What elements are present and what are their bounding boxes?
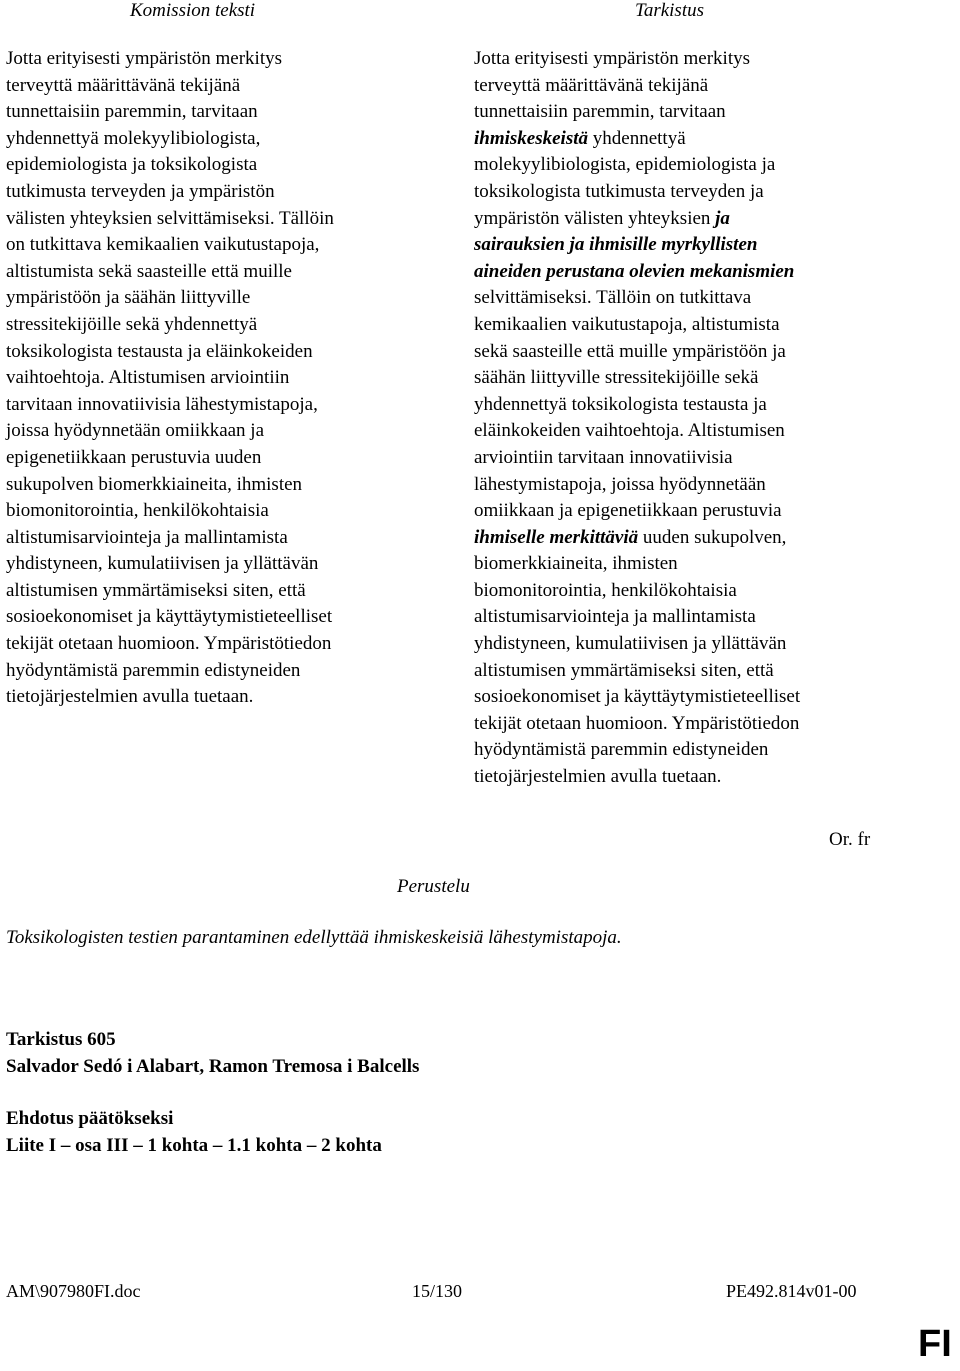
inserted-text: sairauksien ja ihmisille myrkyllisten bbox=[474, 234, 758, 256]
commission-text-line: hyödyntämistä paremmin edistyneiden bbox=[6, 659, 301, 681]
text-segment: eläinkokeiden vaihtoehtoja. Altistumisen bbox=[474, 420, 785, 442]
commission-text-line: yhdistyneen, kumulatiivisen ja yllättävän bbox=[6, 553, 319, 575]
text-segment: lähestymistapoja, joissa hyödynnetään bbox=[474, 473, 766, 495]
text-segment: arviointiin tarvitaan innovatiivisia bbox=[474, 446, 733, 468]
inserted-text: ihmiselle merkittäviä bbox=[474, 526, 639, 548]
text-segment: omiikkaan ja epigenetiikkaan perustuvia bbox=[474, 500, 782, 522]
commission-text-line: altistumista sekä saasteille että muille bbox=[6, 260, 292, 282]
commission-text-line: stressitekijöille sekä yhdennettyä bbox=[6, 313, 258, 335]
commission-text-line: ympäristöön ja säähän liittyville bbox=[6, 287, 251, 309]
amendment-text-line bbox=[474, 339, 914, 366]
amendment-text-line bbox=[474, 578, 914, 605]
commission-text-line: epidemiologista ja toksikologista bbox=[6, 154, 258, 176]
commission-text-line: on tutkittava kemikaalien vaikutustapoja, bbox=[6, 234, 320, 256]
text-segment: uuden sukupolven, bbox=[638, 526, 787, 548]
amendment-text-line bbox=[474, 206, 914, 233]
commission-text-line: altistumisen ymmärtämiseksi siten, että bbox=[6, 579, 306, 601]
amendment-text-line bbox=[474, 232, 914, 259]
amendment-text-line bbox=[474, 152, 914, 179]
amendment-text-line bbox=[474, 525, 914, 552]
commission-text-line: altistumisarviointeja ja mallintamista bbox=[6, 526, 288, 548]
amendment-text-line bbox=[474, 46, 914, 73]
text-segment: altistumisen ymmärtämiseksi siten, että bbox=[474, 659, 774, 681]
commission-text-line: tietojärjestelmien avulla tuetaan. bbox=[6, 686, 254, 708]
text-segment: tietojärjestelmien avulla tuetaan. bbox=[474, 766, 722, 788]
amendment-text-line bbox=[474, 631, 914, 658]
amendment-text-line bbox=[474, 179, 914, 206]
text-segment: hyödyntämistä paremmin edistyneiden bbox=[474, 739, 769, 761]
text-segment: säähän liittyville stressitekijöille sekä bbox=[474, 367, 759, 389]
amendment-number: Tarkistus 605 bbox=[6, 1029, 116, 1050]
commission-text-line: joissa hyödynnetään omiikkaan ja bbox=[6, 420, 265, 442]
commission-text-line: tunnettaisiin paremmin, tarvitaan bbox=[6, 101, 258, 123]
amendment-text-line bbox=[474, 658, 914, 685]
text-segment: Jotta erityisesti ympäristön merkitys bbox=[474, 48, 750, 69]
commission-text-line: biomonitorointia, henkilökohtaisia bbox=[6, 500, 269, 522]
amendment-authors: Salvador Sedó i Alabart, Ramon Tremosa i Balcells bbox=[6, 1055, 420, 1077]
text-segment: tunnettaisiin paremmin, tarvitaan bbox=[474, 101, 726, 123]
left-column-heading: Komission teksti bbox=[130, 0, 256, 21]
text-segment: tekijät otetaan huomioon. Ympäristötiedon bbox=[474, 712, 800, 734]
text-segment: molekyylibiologista, epidemiologista ja bbox=[474, 154, 776, 176]
amendment-text-line bbox=[474, 551, 914, 578]
amendment-header bbox=[6, 1027, 419, 1080]
inserted-text: aineiden perustana olevien mekanismien bbox=[474, 260, 795, 282]
amendment-text-line bbox=[474, 764, 914, 791]
amendment-text-line bbox=[474, 392, 914, 419]
amendment-text-line bbox=[474, 126, 914, 153]
text-segment: ympäristön välisten yhteyksien bbox=[474, 207, 716, 229]
right-column-heading: Tarkistus bbox=[635, 0, 704, 21]
amendment-text-line bbox=[474, 285, 914, 312]
amendment-text-line bbox=[474, 312, 914, 339]
commission-text-line: tutkimusta terveyden ja ympäristön bbox=[6, 180, 275, 202]
text-segment: toksikologista tutkimusta terveyden ja bbox=[474, 180, 764, 202]
text-segment: yhdennettyä toksikologista testausta ja bbox=[474, 393, 767, 415]
amendment-text-line bbox=[474, 472, 914, 499]
amendment-text-line bbox=[474, 418, 914, 445]
text-segment: kemikaalien vaikutustapoja, altistumista bbox=[474, 313, 780, 335]
amendment-text bbox=[474, 46, 914, 791]
amendment-text-line bbox=[474, 604, 914, 631]
commission-text-line: sukupolven biomerkkiaineita, ihmisten bbox=[6, 473, 303, 495]
inserted-text: ihmiskeskeistä bbox=[474, 127, 589, 149]
commission-text-line: Jotta erityisesti ympäristön merkitys bbox=[6, 48, 282, 69]
proposal-title: Ehdotus päätökseksi bbox=[6, 1108, 174, 1129]
amendment-text-line bbox=[474, 99, 914, 126]
justification-heading: Perustelu bbox=[397, 876, 470, 897]
commission-text-line: tarvitaan innovatiivisia lähestymistapoja, bbox=[6, 393, 318, 415]
text-segment: sosioekonomiset ja käyttäytymistieteelliset bbox=[474, 686, 801, 708]
amendment-text-line bbox=[474, 445, 914, 472]
commission-text-line: yhdennettyä molekyylibiologista, bbox=[6, 127, 261, 149]
amendment-text-line bbox=[474, 365, 914, 392]
text-segment: biomerkkiaineita, ihmisten bbox=[474, 553, 678, 575]
language-code: FI bbox=[918, 1323, 952, 1365]
text-segment: altistumisarviointeja ja mallintamista bbox=[474, 606, 756, 628]
commission-text-line: toksikologista testausta ja eläinkokeiden bbox=[6, 340, 313, 362]
commission-text-line: välisten yhteyksien selvittämiseksi. Tällöin bbox=[6, 207, 334, 229]
commission-text bbox=[6, 46, 446, 711]
amendment-text-line bbox=[474, 711, 914, 738]
justification-text: Toksikologisten testien parantaminen edellyttää ihmiskeskeisiä lähestymistapoja. bbox=[6, 927, 622, 948]
commission-text-line: tekijät otetaan huomioon. Ympäristötiedon bbox=[6, 633, 332, 655]
amendment-text-line bbox=[474, 73, 914, 100]
commission-text-line: terveyttä määrittävänä tekijänä bbox=[6, 74, 241, 96]
text-segment: terveyttä määrittävänä tekijänä bbox=[474, 74, 709, 96]
proposal-header bbox=[6, 1106, 382, 1159]
footer-pe-reference: PE492.814v01-00 bbox=[726, 1281, 857, 1301]
original-language-note: Or. fr bbox=[829, 829, 871, 850]
amendment-text-line bbox=[474, 498, 914, 525]
text-segment: yhdistyneen, kumulatiivisen ja yllättävän bbox=[474, 633, 787, 655]
commission-text-line: epigenetiikkaan perustuvia uuden bbox=[6, 446, 262, 468]
text-segment: biomonitorointia, henkilökohtaisia bbox=[474, 579, 737, 601]
inserted-text: ja bbox=[715, 207, 730, 229]
footer-page-number: 15/130 bbox=[412, 1281, 463, 1301]
proposal-reference: Liite I – osa III – 1 kohta – 1.1 kohta – 2 kohta bbox=[6, 1134, 382, 1156]
amendment-text-line bbox=[474, 737, 914, 764]
text-segment: selvittämiseksi. Tällöin on tutkittava bbox=[474, 287, 752, 309]
commission-text-line: vaihtoehtoja. Altistumisen arviointiin bbox=[6, 367, 290, 389]
text-segment: yhdennettyä bbox=[588, 127, 686, 149]
amendment-text-line bbox=[474, 684, 914, 711]
text-segment: sekä saasteille että muille ympäristöön ja bbox=[474, 340, 786, 362]
footer-doc-id: AM\907980FI.doc bbox=[6, 1281, 141, 1301]
amendment-text-line bbox=[474, 259, 914, 286]
commission-text-line: sosioekonomiset ja käyttäytymistieteelliset bbox=[6, 606, 333, 628]
